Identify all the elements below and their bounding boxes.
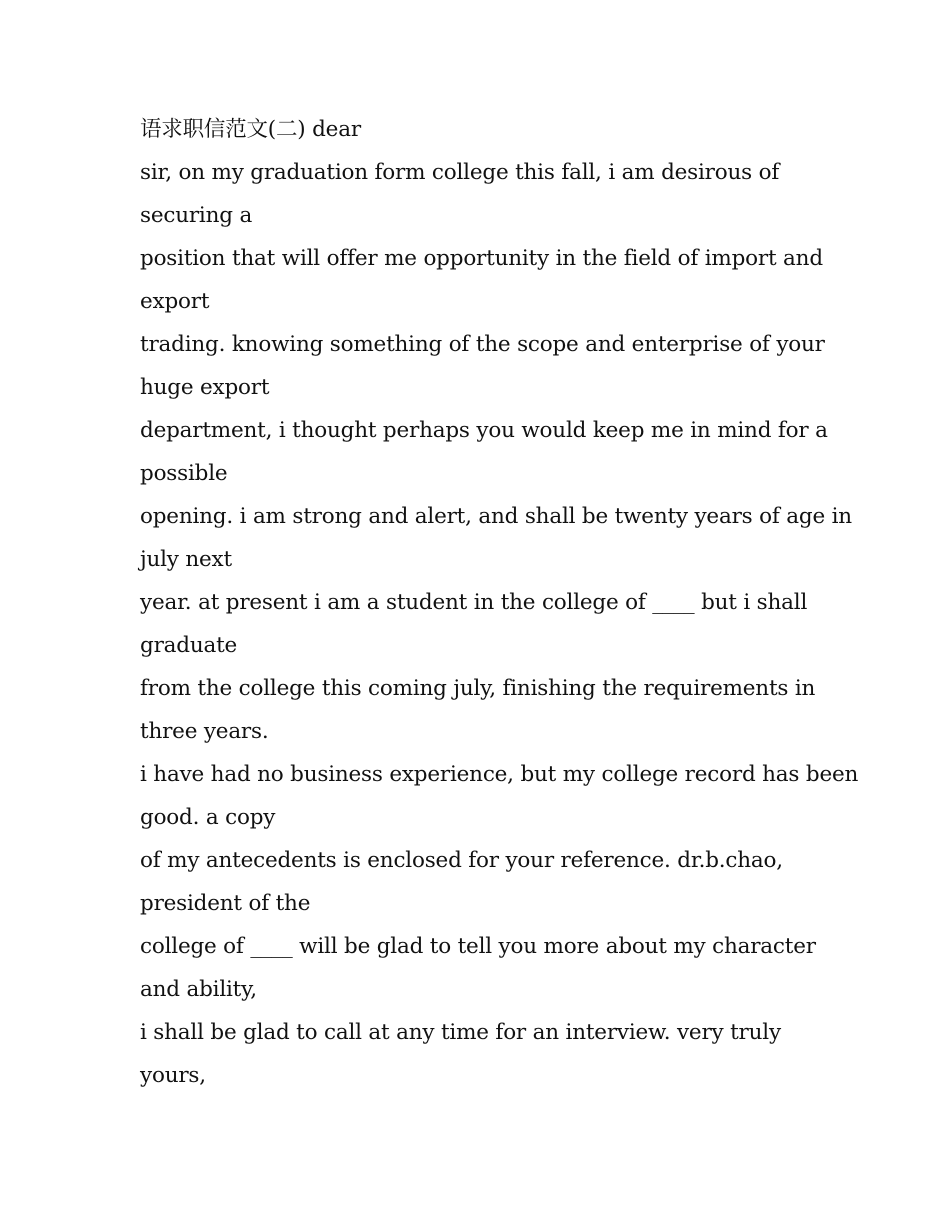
text-line: year. at present i am a student in the college of ____ but i shall bbox=[140, 590, 808, 615]
text-line: export bbox=[140, 289, 210, 314]
text-line: good. a copy bbox=[140, 805, 276, 830]
text-line: three years. bbox=[140, 719, 269, 744]
text-line: opening. i am strong and alert, and shall be twenty years of age in bbox=[140, 504, 852, 529]
text-line: securing a bbox=[140, 203, 253, 228]
text-line: possible bbox=[140, 461, 228, 486]
text-line: trading. knowing something of the scope and enterprise of your bbox=[140, 332, 825, 357]
title-line: 语求职信范文(二) dear bbox=[140, 117, 361, 142]
text-line: huge export bbox=[140, 375, 270, 400]
text-line: i shall be glad to call at any time for an interview. very truly bbox=[140, 1020, 781, 1045]
text-line: graduate bbox=[140, 633, 238, 658]
text-line: sir, on my graduation form college this fall, i am desirous of bbox=[140, 160, 780, 185]
text-line: july next bbox=[140, 547, 232, 572]
closing-line: yours, bbox=[140, 1063, 206, 1088]
text-line: and ability, bbox=[140, 977, 257, 1002]
text-line: i have had no business experience, but my college record has been bbox=[140, 762, 859, 787]
letter-body bbox=[140, 108, 859, 1097]
text-line: president of the bbox=[140, 891, 311, 916]
text-line: from the college this coming july, finishing the requirements in bbox=[140, 676, 816, 701]
text-line: position that will offer me opportunity in the field of import and bbox=[140, 246, 823, 271]
text-line: college of ____ will be glad to tell you more about my character bbox=[140, 934, 816, 959]
text-line: department, i thought perhaps you would keep me in mind for a bbox=[140, 418, 828, 443]
text-line: of my antecedents is enclosed for your reference. dr.b.chao, bbox=[140, 848, 783, 873]
